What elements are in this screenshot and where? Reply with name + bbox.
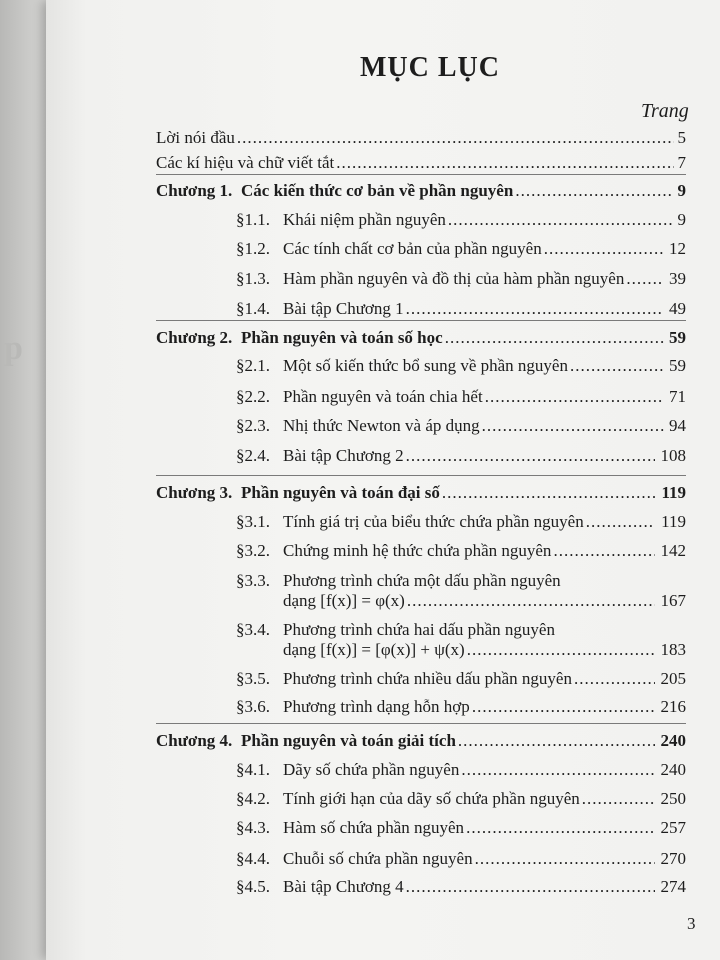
entry-label: [283, 296, 664, 322]
entry-title: Chuỗi số chứa phần nguyên: [283, 849, 473, 868]
toc-page: [46, 0, 720, 960]
entry-title: Phần nguyên và toán số học: [241, 328, 443, 347]
section-number: §4.3.: [236, 818, 270, 837]
dot-leader: [456, 728, 655, 754]
dot-leader: [624, 266, 664, 292]
entry-title: Phần nguyên và toán giải tích: [241, 731, 456, 750]
section-divider: [156, 723, 686, 724]
dot-leader: [334, 150, 674, 176]
entry-label: [283, 846, 655, 872]
page-number: 3: [687, 914, 696, 933]
entry-title: Các tính chất cơ bản của phần nguyên: [283, 239, 542, 258]
section-entry: [46, 874, 686, 900]
entry-title: Dãy số chứa phần nguyên: [283, 760, 460, 779]
dot-leader: [480, 413, 664, 439]
dot-leader: [584, 509, 655, 535]
section-entry: [46, 266, 686, 292]
section-number: §4.2.: [236, 789, 270, 808]
dot-leader: [568, 353, 664, 379]
section-number: §3.1.: [236, 512, 270, 531]
entry-title: Lời nói đầu: [156, 128, 235, 147]
section-number: §2.4.: [236, 446, 270, 465]
entry-label: [241, 480, 655, 506]
page-title: MỤC LỤC: [360, 52, 500, 83]
entry-page: 39: [669, 269, 686, 288]
entry-label: [283, 266, 664, 292]
entry-label: [241, 728, 655, 754]
entry-page: 205: [660, 669, 686, 688]
section-number: §4.1.: [236, 760, 270, 779]
entry-title: dạng [f(x)] = φ(x): [283, 591, 405, 610]
section-entry: [46, 666, 686, 692]
entry-page: 94: [669, 416, 686, 435]
entry-title: Tính giá trị của biểu thức chứa phần nguyên: [283, 512, 584, 531]
entry-label: [156, 150, 674, 176]
entry-title: Khái niệm phần nguyên: [283, 210, 446, 229]
entry-page: 108: [660, 446, 686, 465]
entry-label: [283, 443, 655, 469]
dot-leader: [465, 637, 655, 663]
chapter-number: Chương 2.: [156, 328, 233, 347]
entry-title: Tính giới hạn của dãy số chứa phần nguyên: [283, 789, 580, 808]
front-matter-entry: [46, 150, 686, 176]
bleed-through-text: p: [4, 330, 23, 367]
section-entry: [46, 413, 686, 439]
entry-title: Phương trình chứa một dấu phần nguyên: [283, 571, 561, 590]
section-number: §3.5.: [236, 669, 270, 688]
entry-label: [283, 384, 664, 410]
entry-page: 270: [660, 849, 686, 868]
entry-title: Phần nguyên và toán đại số: [241, 483, 440, 502]
entry-label: [283, 588, 655, 614]
left-page-edge: [0, 0, 46, 960]
entry-title: Chứng minh hệ thức chứa phần nguyên: [283, 541, 552, 560]
entry-label: [283, 637, 655, 663]
entry-title: Hàm phần nguyên và đồ thị của hàm phần nguyên: [283, 269, 625, 288]
section-entry: [46, 538, 686, 564]
section-number: §1.4.: [236, 299, 270, 318]
section-number: §2.2.: [236, 387, 270, 406]
chapter-number: Chương 1.: [156, 181, 233, 200]
dot-leader: [464, 815, 655, 841]
entry-label: [283, 815, 655, 841]
entry-label: [283, 353, 664, 379]
entry-page: 274: [660, 877, 686, 896]
dot-leader: [235, 125, 674, 151]
dot-leader: [542, 236, 664, 262]
entry-label: [283, 694, 655, 720]
entry-label: [283, 666, 655, 692]
dot-leader: [443, 325, 664, 351]
section-number: §3.6.: [236, 697, 270, 716]
entry-label: [283, 757, 655, 783]
entry-title: Bài tập Chương 2: [283, 446, 404, 465]
entry-page: 250: [660, 789, 686, 808]
dot-leader: [446, 207, 673, 233]
entry-title: Phương trình chứa hai dấu phần nguyên: [283, 620, 555, 639]
dot-leader: [513, 178, 673, 204]
entry-page: 59: [669, 328, 686, 347]
dot-leader: [404, 874, 655, 900]
entry-label: [283, 538, 655, 564]
entry-title: Hàm số chứa phần nguyên: [283, 818, 465, 837]
dot-leader: [404, 296, 664, 322]
chapter-number: Chương 4.: [156, 731, 233, 750]
entry-page: 257: [660, 818, 686, 837]
section-number: §3.3.: [236, 571, 270, 590]
section-entry: [46, 296, 686, 322]
section-entry: [46, 443, 686, 469]
dot-leader: [473, 846, 655, 872]
entry-page: 240: [660, 731, 686, 750]
entry-page: 183: [660, 640, 686, 659]
section-entry-continuation: [46, 637, 686, 663]
chapter-entry: [46, 178, 686, 204]
entry-title: Các kí hiệu và chữ viết tắt: [156, 153, 335, 172]
entry-title: Các kiến thức cơ bản về phần nguyên: [241, 181, 514, 200]
section-number: §2.3.: [236, 416, 270, 435]
entry-label: [156, 125, 674, 151]
entry-page: 71: [669, 387, 686, 406]
chapter-entry: [46, 480, 686, 506]
section-number: §3.2.: [236, 541, 270, 560]
section-entry: [46, 207, 686, 233]
entry-title: Phương trình dạng hỗn hợp: [283, 697, 470, 716]
dot-leader: [440, 480, 655, 506]
entry-label: [241, 178, 673, 204]
entry-title: dạng [f(x)] = [φ(x)] + ψ(x): [283, 640, 465, 659]
section-entry: [46, 815, 686, 841]
entry-page: 12: [669, 239, 686, 258]
entry-label: [283, 236, 664, 262]
entry-label: [283, 207, 673, 233]
section-entry: [46, 384, 686, 410]
section-number: §3.4.: [236, 620, 270, 639]
chapter-number: Chương 3.: [156, 483, 233, 502]
entry-label: [283, 413, 664, 439]
section-number: §1.2.: [236, 239, 270, 258]
section-entry: [46, 509, 686, 535]
entry-title: Phương trình chứa nhiều dấu phần nguyên: [283, 669, 572, 688]
entry-page: 5: [677, 128, 686, 147]
entry-title: Bài tập Chương 1: [283, 299, 404, 318]
dot-leader: [459, 757, 655, 783]
section-number: §4.4.: [236, 849, 270, 868]
entry-page: 49: [669, 299, 686, 318]
dot-leader: [551, 538, 655, 564]
entry-page: 216: [660, 697, 686, 716]
dot-leader: [470, 694, 655, 720]
page-column-header: Trang: [641, 100, 689, 122]
section-number: §1.3.: [236, 269, 270, 288]
entry-title: Nhị thức Newton và áp dụng: [283, 416, 480, 435]
front-matter-entry: [46, 125, 686, 151]
entry-label: [283, 509, 655, 535]
section-divider: [156, 475, 686, 476]
section-entry: [46, 353, 686, 379]
section-number: §1.1.: [236, 210, 270, 229]
entry-page: 240: [660, 760, 686, 779]
entry-page: 119: [661, 483, 686, 502]
section-entry: [46, 846, 686, 872]
entry-title: Một số kiến thức bổ sung về phần nguyên: [283, 356, 568, 375]
section-entry-continuation: [46, 588, 686, 614]
entry-page: 59: [669, 356, 686, 375]
section-entry: [46, 694, 686, 720]
dot-leader: [405, 588, 655, 614]
entry-title: Phần nguyên và toán chia hết: [283, 387, 483, 406]
section-number: §2.1.: [236, 356, 270, 375]
dot-leader: [572, 666, 655, 692]
entry-page: 167: [660, 591, 686, 610]
dot-leader: [483, 384, 664, 410]
dot-leader: [580, 786, 655, 812]
entry-label: [241, 325, 664, 351]
entry-label: [283, 786, 655, 812]
entry-title: Bài tập Chương 4: [283, 877, 404, 896]
entry-page: 9: [677, 210, 686, 229]
entry-label: [283, 874, 655, 900]
dot-leader: [404, 443, 655, 469]
section-entry: [46, 236, 686, 262]
section-entry: [46, 786, 686, 812]
section-divider: [156, 174, 686, 175]
chapter-entry: [46, 325, 686, 351]
entry-page: 142: [660, 541, 686, 560]
chapter-entry: [46, 728, 686, 754]
entry-page: 7: [677, 153, 686, 172]
section-number: §4.5.: [236, 877, 270, 896]
entry-page: 119: [661, 512, 686, 531]
entry-page: 9: [677, 181, 686, 200]
section-entry: [46, 757, 686, 783]
